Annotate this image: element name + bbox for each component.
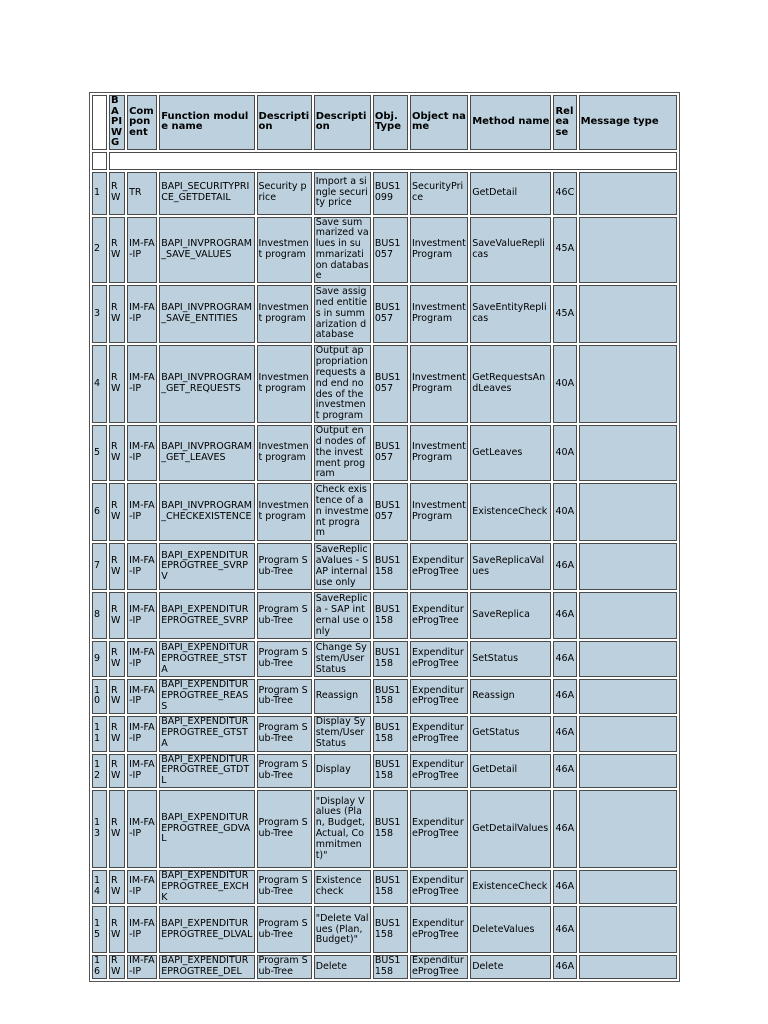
cell-obj-type: BUS1158: [373, 870, 408, 904]
cell-release: 46A: [553, 906, 576, 953]
cell-bapiwg: RW: [109, 425, 125, 481]
cell-bapiwg: RW: [109, 483, 125, 541]
cell-object-name: ExpenditureProgTree: [410, 641, 468, 677]
cell-bapiwg: RW: [109, 716, 125, 752]
cell-message-type: [579, 790, 677, 868]
table-spacer-row: [92, 152, 677, 170]
cell-release: 40A: [553, 425, 576, 481]
cell-object-name: ExpenditureProgTree: [410, 543, 468, 590]
cell-row-number: 14: [92, 870, 107, 904]
header-cell-component: Component: [127, 95, 157, 150]
header-cell-index: [92, 95, 107, 150]
cell-description-1: Program Sub-Tree: [257, 641, 312, 677]
cell-function-module: BAPI_INVPROGRAM_CHECKEXISTENCE: [159, 483, 254, 541]
cell-component: IM-FA-IP: [127, 790, 157, 868]
cell-function-module: BAPI_EXPENDITUREPROGTREE_STSTA: [159, 641, 254, 677]
cell-method-name: GetRequestsAndLeaves: [470, 345, 551, 423]
cell-release: 46A: [553, 543, 576, 590]
cell-release: 46A: [553, 641, 576, 677]
table-row: [92, 754, 677, 788]
cell-obj-type: BUS1057: [373, 285, 408, 343]
cell-message-type: [579, 285, 677, 343]
table-row: [92, 955, 677, 979]
cell-row-number: 16: [92, 955, 107, 979]
cell-obj-type: BUS1158: [373, 906, 408, 953]
table-row: [92, 345, 677, 423]
cell-obj-type: BUS1057: [373, 345, 408, 423]
cell-method-name: SaveValueReplicas: [470, 217, 551, 284]
cell-message-type: [579, 716, 677, 752]
cell-description-1: Investment program: [257, 425, 312, 481]
cell-description-1: Program Sub-Tree: [257, 870, 312, 904]
cell-object-name: ExpenditureProgTree: [410, 790, 468, 868]
header-cell-release: Release: [553, 95, 576, 150]
cell-row-number: 15: [92, 906, 107, 953]
cell-component: IM-FA-IP: [127, 906, 157, 953]
cell-function-module: BAPI_INVPROGRAM_SAVE_ENTITIES: [159, 285, 254, 343]
cell-message-type: [579, 754, 677, 788]
cell-method-name: GetDetailValues: [470, 790, 551, 868]
cell-description-2: "Display Values (Plan, Budget, Actual, Commitment)": [314, 790, 371, 868]
cell-message-type: [579, 172, 677, 215]
cell-description-1: Program Sub-Tree: [257, 790, 312, 868]
cell-component: IM-FA-IP: [127, 217, 157, 284]
cell-method-name: GetLeaves: [470, 425, 551, 481]
header-cell-method-name: Method name: [470, 95, 551, 150]
cell-message-type: [579, 641, 677, 677]
cell-component: IM-FA-IP: [127, 641, 157, 677]
cell-release: 46A: [553, 716, 576, 752]
table-row: [92, 716, 677, 752]
cell-obj-type: BUS1158: [373, 754, 408, 788]
cell-bapiwg: RW: [109, 543, 125, 590]
cell-component: IM-FA-IP: [127, 716, 157, 752]
cell-row-number: 13: [92, 790, 107, 868]
cell-message-type: [579, 955, 677, 979]
table-row: [92, 679, 677, 713]
cell-bapiwg: RW: [109, 172, 125, 215]
cell-description-1: Program Sub-Tree: [257, 679, 312, 713]
table-row: [92, 790, 677, 868]
cell-obj-type: BUS1158: [373, 592, 408, 639]
cell-row-number: 5: [92, 425, 107, 481]
cell-method-name: ExistenceCheck: [470, 870, 551, 904]
cell-message-type: [579, 906, 677, 953]
cell-obj-type: BUS1099: [373, 172, 408, 215]
header-cell-description-1: Description: [257, 95, 312, 150]
cell-obj-type: BUS1158: [373, 679, 408, 713]
cell-function-module: BAPI_EXPENDITUREPROGTREE_SVRP: [159, 592, 254, 639]
cell-description-1: Program Sub-Tree: [257, 716, 312, 752]
cell-method-name: DeleteValues: [470, 906, 551, 953]
table-row: [92, 425, 677, 481]
cell-description-2: Save assigned entities in summarization database: [314, 285, 371, 343]
cell-object-name: ExpenditureProgTree: [410, 754, 468, 788]
cell-function-module: BAPI_EXPENDITUREPROGTREE_DLVAL: [159, 906, 254, 953]
table-row: [92, 543, 677, 590]
cell-bapiwg: RW: [109, 285, 125, 343]
cell-bapiwg: RW: [109, 754, 125, 788]
cell-bapiwg: RW: [109, 679, 125, 713]
cell-description-2: Check existence of an investment program: [314, 483, 371, 541]
cell-obj-type: BUS1158: [373, 716, 408, 752]
cell-release: 46A: [553, 955, 576, 979]
cell-method-name: ExistenceCheck: [470, 483, 551, 541]
cell-release: 45A: [553, 285, 576, 343]
cell-obj-type: BUS1057: [373, 425, 408, 481]
cell-obj-type: BUS1057: [373, 217, 408, 284]
table-header-row: [92, 95, 677, 150]
cell-message-type: [579, 679, 677, 713]
cell-obj-type: BUS1158: [373, 543, 408, 590]
cell-description-2: SaveReplicaValues - SAP internal use only: [314, 543, 371, 590]
cell-description-1: Security price: [257, 172, 312, 215]
header-cell-function-module: Function module name: [159, 95, 254, 150]
cell-description-1: Program Sub-Tree: [257, 906, 312, 953]
cell-description-2: Display: [314, 754, 371, 788]
header-cell-obj-type: Obj. Type: [373, 95, 408, 150]
cell-release: 40A: [553, 483, 576, 541]
cell-release: 40A: [553, 345, 576, 423]
cell-object-name: ExpenditureProgTree: [410, 716, 468, 752]
cell-function-module: BAPI_EXPENDITUREPROGTREE_EXCHK: [159, 870, 254, 904]
cell-bapiwg: RW: [109, 870, 125, 904]
cell-message-type: [579, 217, 677, 284]
cell-object-name: ExpenditureProgTree: [410, 906, 468, 953]
cell-method-name: Delete: [470, 955, 551, 979]
cell-object-name: ExpenditureProgTree: [410, 955, 468, 979]
cell-message-type: [579, 345, 677, 423]
cell-description-2: Output end nodes of the investment program: [314, 425, 371, 481]
cell-function-module: BAPI_EXPENDITUREPROGTREE_GDVAL: [159, 790, 254, 868]
cell-function-module: BAPI_EXPENDITUREPROGTREE_DEL: [159, 955, 254, 979]
cell-description-1: Investment program: [257, 483, 312, 541]
cell-component: IM-FA-IP: [127, 754, 157, 788]
cell-bapiwg: RW: [109, 217, 125, 284]
cell-component: IM-FA-IP: [127, 679, 157, 713]
cell-component: IM-FA-IP: [127, 543, 157, 590]
table-row: [92, 906, 677, 953]
cell-function-module: BAPI_SECURITYPRICE_GETDETAIL: [159, 172, 254, 215]
cell-description-2: Output appropriation requests and end nodes of the investment program: [314, 345, 371, 423]
cell-method-name: GetDetail: [470, 754, 551, 788]
cell-function-module: BAPI_INVPROGRAM_SAVE_VALUES: [159, 217, 254, 284]
cell-object-name: ExpenditureProgTree: [410, 592, 468, 639]
cell-function-module: BAPI_INVPROGRAM_GET_REQUESTS: [159, 345, 254, 423]
cell-object-name: InvestmentProgram: [410, 285, 468, 343]
cell-component: IM-FA-IP: [127, 870, 157, 904]
cell-description-2: Display System/User Status: [314, 716, 371, 752]
cell-row-number: 12: [92, 754, 107, 788]
cell-method-name: SetStatus: [470, 641, 551, 677]
cell-row-number: 1: [92, 172, 107, 215]
table-row: [92, 172, 677, 215]
cell-method-name: SaveReplica: [470, 592, 551, 639]
cell-object-name: InvestmentProgram: [410, 425, 468, 481]
cell-row-number: 8: [92, 592, 107, 639]
cell-description-1: Investment program: [257, 345, 312, 423]
cell-description-2: Change System/User Status: [314, 641, 371, 677]
cell-bapiwg: RW: [109, 790, 125, 868]
cell-component: IM-FA-IP: [127, 345, 157, 423]
cell-description-2: SaveReplica - SAP internal use only: [314, 592, 371, 639]
cell-row-number: 2: [92, 217, 107, 284]
header-cell-bapiwg: BAPIWG: [109, 95, 125, 150]
cell-message-type: [579, 483, 677, 541]
cell-release: 46A: [553, 790, 576, 868]
header-cell-message-type: Message type: [579, 95, 677, 150]
cell-description-2: Save summarized values in summarization database: [314, 217, 371, 284]
cell-description-2: "Delete Values (Plan, Budget)": [314, 906, 371, 953]
cell-obj-type: BUS1158: [373, 790, 408, 868]
cell-object-name: InvestmentProgram: [410, 483, 468, 541]
cell-description-1: Program Sub-Tree: [257, 592, 312, 639]
cell-component: IM-FA-IP: [127, 955, 157, 979]
cell-release: 46A: [553, 754, 576, 788]
cell-method-name: GetDetail: [470, 172, 551, 215]
cell-release: 46C: [553, 172, 576, 215]
cell-component: TR: [127, 172, 157, 215]
cell-function-module: BAPI_EXPENDITUREPROGTREE_SVRPV: [159, 543, 254, 590]
header-cell-description-2: Description: [314, 95, 371, 150]
cell-object-name: ExpenditureProgTree: [410, 870, 468, 904]
table-row: [92, 285, 677, 343]
bapi-table: [89, 92, 680, 982]
cell-method-name: SaveReplicaValues: [470, 543, 551, 590]
cell-function-module: BAPI_EXPENDITUREPROGTREE_GTDTL: [159, 754, 254, 788]
cell-description-2: Delete: [314, 955, 371, 979]
table-body: [92, 172, 677, 980]
cell-row-number: 3: [92, 285, 107, 343]
cell-message-type: [579, 425, 677, 481]
spacer-cell-wide: [109, 152, 677, 170]
cell-obj-type: BUS1158: [373, 641, 408, 677]
cell-component: IM-FA-IP: [127, 285, 157, 343]
cell-object-name: SecurityPrice: [410, 172, 468, 215]
cell-description-2: Import a single security price: [314, 172, 371, 215]
cell-component: IM-FA-IP: [127, 425, 157, 481]
cell-component: IM-FA-IP: [127, 483, 157, 541]
cell-component: IM-FA-IP: [127, 592, 157, 639]
spacer-cell: [92, 152, 107, 170]
document-page: [89, 92, 680, 982]
cell-function-module: BAPI_EXPENDITUREPROGTREE_GTSTA: [159, 716, 254, 752]
cell-release: 46A: [553, 592, 576, 639]
cell-row-number: 6: [92, 483, 107, 541]
table-row: [92, 870, 677, 904]
cell-method-name: SaveEntityReplicas: [470, 285, 551, 343]
cell-function-module: BAPI_EXPENDITUREPROGTREE_REASS: [159, 679, 254, 713]
table-row: [92, 641, 677, 677]
cell-row-number: 11: [92, 716, 107, 752]
cell-message-type: [579, 870, 677, 904]
cell-release: 45A: [553, 217, 576, 284]
table-row: [92, 592, 677, 639]
cell-description-1: Program Sub-Tree: [257, 543, 312, 590]
cell-description-1: Program Sub-Tree: [257, 754, 312, 788]
cell-function-module: BAPI_INVPROGRAM_GET_LEAVES: [159, 425, 254, 481]
cell-row-number: 7: [92, 543, 107, 590]
cell-row-number: 4: [92, 345, 107, 423]
cell-bapiwg: RW: [109, 955, 125, 979]
cell-message-type: [579, 543, 677, 590]
cell-bapiwg: RW: [109, 592, 125, 639]
cell-bapiwg: RW: [109, 906, 125, 953]
cell-description-2: Reassign: [314, 679, 371, 713]
cell-method-name: Reassign: [470, 679, 551, 713]
cell-description-2: Existence check: [314, 870, 371, 904]
cell-row-number: 9: [92, 641, 107, 677]
cell-bapiwg: RW: [109, 345, 125, 423]
cell-method-name: GetStatus: [470, 716, 551, 752]
cell-description-1: Investment program: [257, 285, 312, 343]
cell-release: 46A: [553, 870, 576, 904]
cell-description-1: Investment program: [257, 217, 312, 284]
cell-message-type: [579, 592, 677, 639]
cell-object-name: ExpenditureProgTree: [410, 679, 468, 713]
cell-object-name: InvestmentProgram: [410, 345, 468, 423]
cell-row-number: 10: [92, 679, 107, 713]
cell-release: 46A: [553, 679, 576, 713]
cell-bapiwg: RW: [109, 641, 125, 677]
cell-description-1: Program Sub-Tree: [257, 955, 312, 979]
cell-obj-type: BUS1158: [373, 955, 408, 979]
header-cell-object-name: Object name: [410, 95, 468, 150]
cell-obj-type: BUS1057: [373, 483, 408, 541]
table-row: [92, 217, 677, 284]
cell-object-name: InvestmentProgram: [410, 217, 468, 284]
table-row: [92, 483, 677, 541]
